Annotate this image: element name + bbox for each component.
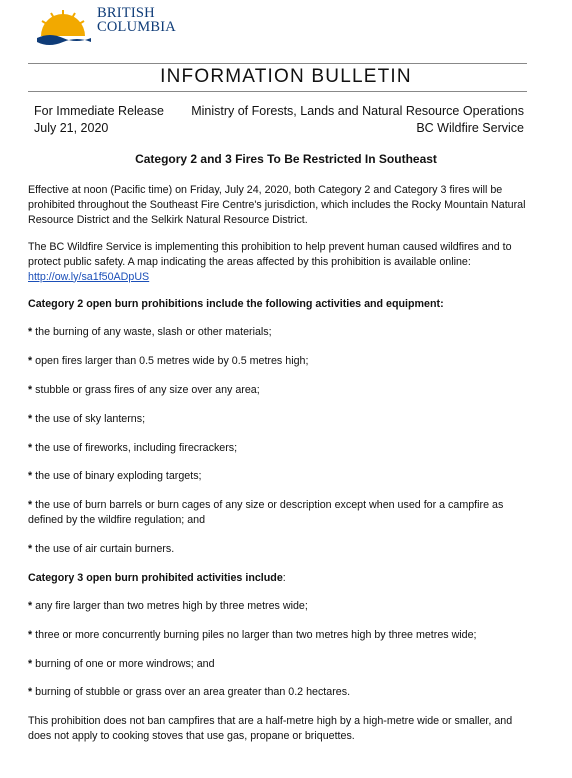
list-item bbox=[28, 599, 528, 614]
list-item-text: burning of one or more windrows; and bbox=[35, 657, 215, 670]
map-link[interactable]: http://ow.ly/sa1f50ADpUS bbox=[28, 270, 150, 283]
list-item-text: the use of sky lanterns; bbox=[35, 412, 146, 425]
bullet: * bbox=[28, 355, 33, 368]
list-item bbox=[28, 469, 528, 484]
list-item bbox=[28, 354, 528, 369]
release-label: For Immediate Release bbox=[34, 104, 164, 118]
list-item-text: stubble or grass fires of any size over any area; bbox=[35, 383, 260, 396]
bullet: * bbox=[28, 686, 33, 699]
headline: Category 2 and 3 Fires To Be Restricted In Southeast bbox=[135, 152, 437, 166]
list-item bbox=[28, 685, 528, 700]
list-item-text: open fires larger than 0.5 metres wide by 0.5 metres high; bbox=[35, 355, 309, 368]
bullet: * bbox=[28, 326, 33, 339]
bullet: * bbox=[28, 470, 33, 483]
list-item bbox=[28, 412, 528, 427]
cat2-heading: Category 2 open burn prohibitions include the following activities and equipment: bbox=[28, 297, 444, 310]
bullet: * bbox=[28, 542, 33, 555]
paragraph-purpose bbox=[28, 240, 528, 284]
list-item-text: three or more concurrently burning piles no larger than two metres high by three metres wide; bbox=[35, 628, 477, 641]
bullet: * bbox=[28, 412, 33, 425]
bottom-rule bbox=[28, 91, 527, 92]
list-item bbox=[28, 325, 528, 340]
logo-wordmark bbox=[97, 6, 176, 34]
release-date: July 21, 2020 bbox=[34, 121, 109, 135]
bullet: * bbox=[28, 441, 33, 454]
ministry-block bbox=[191, 103, 524, 137]
logo-line1: BRITISH bbox=[97, 5, 155, 21]
bullet: * bbox=[28, 383, 33, 396]
purpose-text: The BC Wildfire Service is implementing this prohibition to help prevent human caused wildfires and to protect public safety. A map indicating the areas affected by this prohibition is available online: bbox=[28, 240, 512, 268]
list-item bbox=[28, 628, 528, 643]
cat3-list bbox=[28, 599, 528, 700]
list-item bbox=[28, 383, 528, 398]
bullet: * bbox=[28, 628, 33, 641]
paragraph-effective: Effective at noon (Pacific time) on Friday, July 24, 2020, both Category 2 and Category 3 fires will be prohibited throughout the Southeast Fire Centre's jurisdiction, which includes the Rocky Mountain Natural Resource District and the Selkirk Natural Resource District. bbox=[28, 184, 526, 226]
cat3-heading bbox=[28, 571, 528, 586]
cat2-list bbox=[28, 325, 528, 556]
release-block bbox=[34, 103, 164, 137]
list-item bbox=[28, 657, 528, 672]
service-name: BC Wildfire Service bbox=[416, 121, 524, 135]
list-item-text: the burning of any waste, slash or other materials; bbox=[35, 326, 272, 339]
cat3-heading-text: Category 3 open burn prohibited activities include bbox=[28, 571, 283, 584]
list-item-text: any fire larger than two metres high by three metres wide; bbox=[35, 599, 308, 612]
list-item-text: the use of burn barrels or burn cages of any size or description except when used for a campfire as defined by the wildfire regulation; and bbox=[28, 499, 504, 526]
list-item-text: burning of stubble or grass over an area greater than 0.2 hectares. bbox=[35, 686, 351, 699]
list-item-text: the use of fireworks, including firecrackers; bbox=[35, 441, 238, 454]
bulletin-body bbox=[28, 183, 528, 756]
list-item-text: the use of air curtain burners. bbox=[35, 542, 175, 555]
bullet: * bbox=[28, 499, 33, 512]
cat3-heading-colon: : bbox=[282, 571, 286, 584]
top-rule bbox=[28, 63, 527, 64]
list-item bbox=[28, 542, 528, 557]
bulletin-title: INFORMATION BULLETIN bbox=[160, 66, 412, 87]
bc-sun-icon bbox=[35, 6, 95, 46]
ministry-name: Ministry of Forests, Lands and Natural Resource Operations bbox=[191, 104, 524, 118]
bullet: * bbox=[28, 599, 33, 612]
list-item bbox=[28, 441, 528, 456]
list-item bbox=[28, 498, 528, 528]
paragraph-closing: This prohibition does not ban campfires that are a half-metre high by a high-metre wide or smaller, and does not apply to cooking stoves that use gas, propane or briquettes. bbox=[28, 715, 513, 742]
bc-logo bbox=[35, 6, 175, 46]
bullet: * bbox=[28, 657, 33, 670]
logo-line2: COLUMBIA bbox=[97, 19, 176, 35]
list-item-text: the use of binary exploding targets; bbox=[35, 470, 202, 483]
